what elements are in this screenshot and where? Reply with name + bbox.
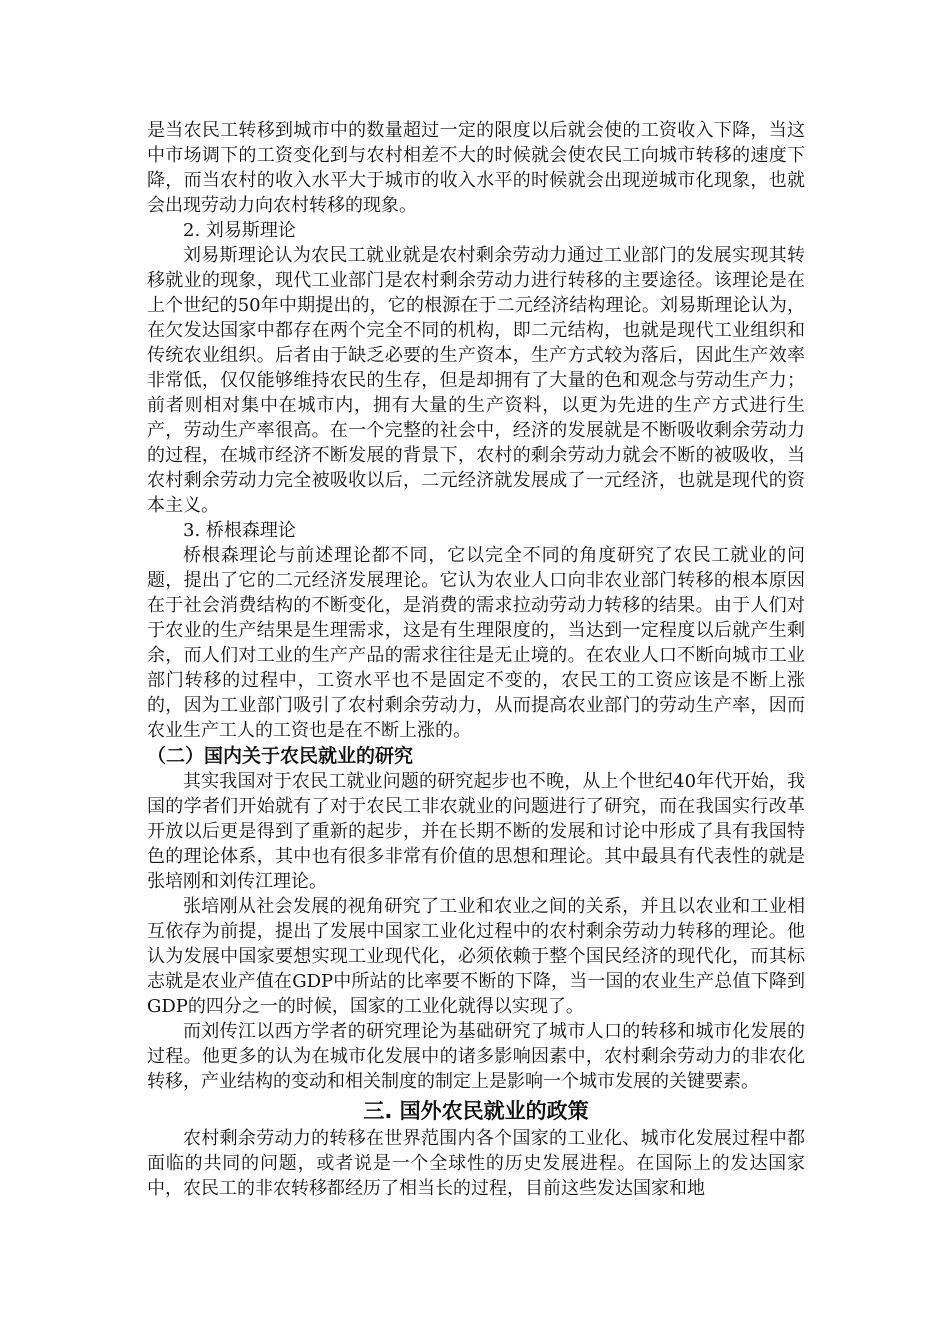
document-page xyxy=(147,118,805,1201)
paragraph-domestic-research-2: 张培刚从社会发展的视角研究了工业和农业之间的关系，并且以农业和工业相互依存为前提，提出了发展中国家工业化过程中的农村剩余劳动力转移的理论。他认为发展中国家要想实现工业现代化，必须依赖于整个国民经济的现代化，而其标志就是农业产值在GDP中所站的比率要不断的下降，当一国的农业生产总值下降到GDP的四分之一的时候，国家的工业化就得以实现了。 xyxy=(147,896,805,1017)
subheading-jorgenson-theory: 3. 桥根森理论 xyxy=(183,520,296,541)
paragraph-intro: 是当农民工转移到城市中的数量超过一定的限度以后就会使的工资收入下降，当这中市场调下的工资变化到与农村相差不大的时候就会使农民工向城市转移的速度下降，而当农村的收入水平大于城市的收入水平的时候就会出现逆城市化现象，也就会出现劳动力向农村转移的现象。 xyxy=(147,120,805,216)
paragraph-foreign-policy: 农村剩余劳动力的转移在世界范围内各个国家的工业化、城市化发展过程中都面临的共同的问题，或者说是一个全球性的历史发展进程。在国际上的发达国家中，农民工的非农转移都经历了相当长的过程，目前这些发达国家和地 xyxy=(147,1128,805,1199)
paragraph-domestic-research-3: 而刘传江以西方学者的研究理论为基础研究了城市人口的转移和城市化发展的过程。他更多的认为在城市化发展中的诸多影响因素中，农村剩余劳动力的非农化转移，产业结构的变动和相关制度的制定上是影响一个城市发展的关键要素。 xyxy=(147,1021,805,1092)
subheading-lewis-theory: 2. 刘易斯理论 xyxy=(183,220,296,241)
paragraph-domestic-research-1: 其实我国对于农民工就业问题的研究起步也不晚，从上个世纪40年代开始，我国的学者们开始就有了对于农民工非农就业的问题进行了研究，而在我国实行改革开放以后更是得到了重新的起步，并在长期不断的发展和讨论中形成了具有我国特色的理论体系，其中也有很多非常有价值的思想和理论。其中最具有代表性的就是张培刚和刘传江理论。 xyxy=(147,771,805,892)
paragraph-lewis-theory: 刘易斯理论认为农民工就业就是农村剩余劳动力通过工业部门的发展实现其转移就业的现象，现代工业部门是农村剩余劳动力进行转移的主要途径。该理论是在上个世纪的50年中期提出的，它的根源在于二元经济结构理论。刘易斯理论认为，在欠发达国家中都存在两个完全不同的机构，即二元结构，也就是现代工业组织和传统农业组织。后者由于缺乏必要的生产资本，生产方式较为落后，因此生产效率非常低，仅仅能够维持农民的生存，但是却拥有了大量的色和观念与劳动生产力；前者则相对集中在城市内，拥有大量的生产资料，以更为先进的生产方式进行生产，劳动生产率很高。在一个完整的社会中，经济的发展就是不断吸收剩余劳动力的过程，在城市经济不断发展的背景下，农村的剩余劳动力就会不断的被吸收，当农村剩余劳动力完全被吸收以后，二元经济就发展成了一元经济，也就是现代的资本主义。 xyxy=(147,245,805,516)
section-heading-domestic-research: （二）国内关于农民就业的研究 xyxy=(147,745,414,767)
paragraph-jorgenson-theory: 桥根森理论与前述理论都不同，它以完全不同的角度研究了农民工就业的问题，提出了它的二元经济发展理论。它认为农业人口向非农业部门转移的根本原因在于社会消费结构的不断变化，是消费的需求拉动劳动力转移的结果。由于人们对于农业的生产结果是生理需求，这是有生理限度的，当达到一定程度以后就产生剩余，而人们对工业的生产产品的需求往往是无止境的。在农业人口不断向城市工业部门转移的过程中，工资水平也不是固定不变的，农民工的工资应该是不断上涨的，因为工业部门吸引了农村剩余劳动力，从而提高农业部门的劳动生产率，因而农业生产工人的工资也是在不断上涨的。 xyxy=(147,545,805,741)
section-heading-foreign-policy: 三. 国外农民就业的政策 xyxy=(363,1099,589,1123)
